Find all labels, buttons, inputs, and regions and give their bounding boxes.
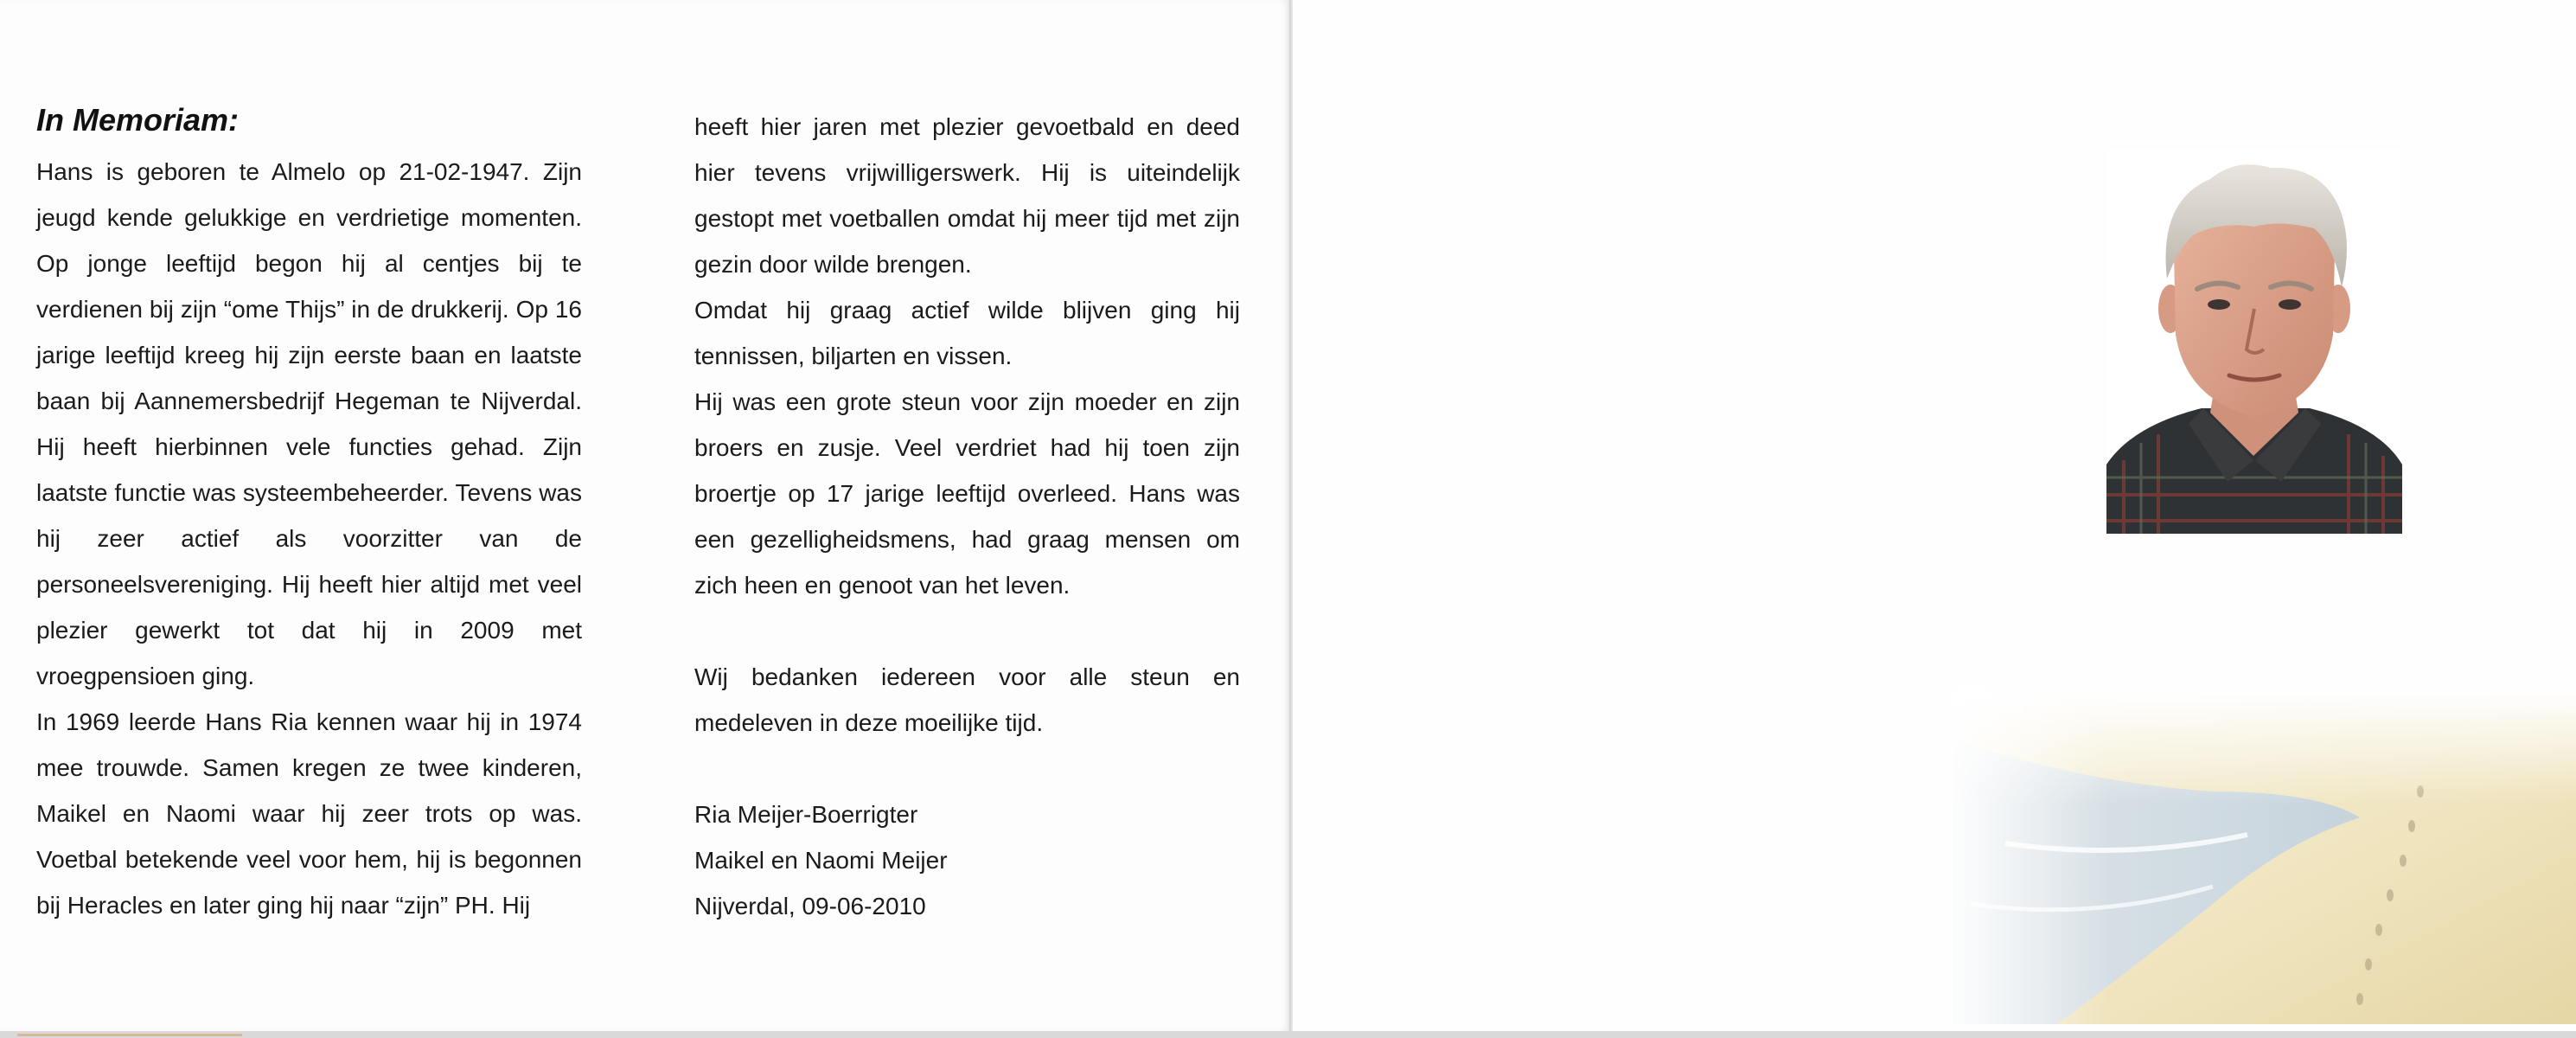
right-page [1293,0,2576,1031]
signature-line: Ria Meijer-Boerrigter [694,801,918,828]
memoriam-heading: In Memoriam: [36,102,240,138]
card-bottom-edge [0,1031,2576,1038]
paragraph: Omdat hij graag actief wilde blijven ging hij tennissen, biljarten en vissen. [694,297,1240,369]
portrait-photo [2106,149,2402,534]
paragraph: In 1969 leerde Hans Ria kennen waar hij in 1974 mee trouwde. Samen kregen ze twee kinderen, Maikel en Naomi waar hij zeer trots op was. Voetbal betekende veel voor hem, hij is begonnen bij Heracles en later ging hij naar “zijn” PH. Hij [36,708,582,919]
signature-line: Nijverdal, 09-06-2010 [694,893,926,919]
left-page [0,0,1289,1031]
spacer [694,746,1240,791]
thanks-paragraph: Wij bedanken iedereen voor alle steun en medeleven in deze moeilijke tijd. [694,663,1240,736]
text-column-2 [694,104,1240,929]
beach-image [1953,688,2576,1024]
edge-stripe [17,1034,242,1036]
text-column-1 [36,149,582,928]
paragraph: Hij was een grote steun voor zijn moeder en zijn broers en zusje. Veel verdriet had hij toen zijn broertje op 17 jarige leeftijd overleed. Hans was een gezelligheidsmens, had graag mensen om zich heen en genoot van het leven. [694,388,1240,599]
paragraph: heeft hier jaren met plezier gevoetbald en deed hier tevens vrijwilligerswerk. Hij is uiteindelijk gestopt met voetballen omdat hij meer tijd met zijn gezin door wilde brengen. [694,113,1240,278]
spacer [694,608,1240,654]
signature-line: Maikel en Naomi Meijer [694,847,948,874]
paragraph: Hans is geboren te Almelo op 21-02-1947. Zijn jeugd kende gelukkige en verdrietige momenten. Op jonge leeftijd begon hij al centjes bij te verdienen bij zijn “ome Thijs” in de drukkerij. Op 16 jarige leeftijd kreeg hij zijn eerste baan en laatste baan bij Aannemersbedrijf Hegeman te Nijverdal. Hij heeft hierbinnen vele functies gehad. Zijn laatste functie was systeembeheerder. Tevens was hij zeer actief als voorzitter van de personeelsvereniging. Hij heeft hier altijd met veel plezier gewerkt tot dat hij in 2009 met vroegpensioen ging. [36,158,582,689]
